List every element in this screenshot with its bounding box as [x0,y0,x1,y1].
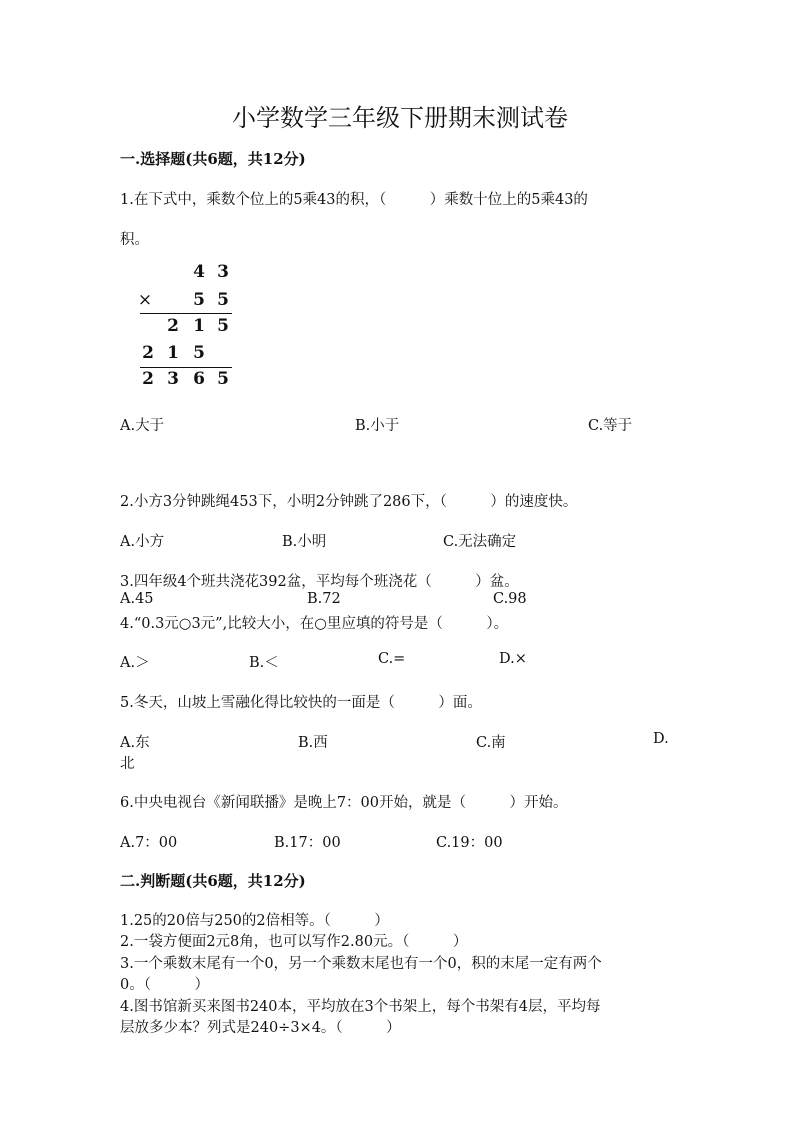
judgement-3: 3.一个乘数末尾有一个0，另一个乘数末尾也有一个0，积的末尾一定有两个 [120,956,602,972]
digit: 2 [167,316,179,336]
digit: 5 [217,290,229,310]
question-3-text: 3.四年级4个班共浇花392盆，平均每个班浇花（ ）盆。 [120,574,519,590]
times-sign: × [137,290,153,310]
question-1-text-wrap: 积。 [120,232,149,248]
q4-option-d: D.× [499,651,527,667]
digit: 5 [217,369,229,389]
q3-option-a: A.45 [120,591,154,607]
question-6-text: 6.中央电视台《新闻联播》是晚上7：00开始，就是（ ）开始。 [120,795,568,811]
q6-option-a: A.7：00 [120,835,178,851]
section-heading-judgement: 二.判断题(共6题，共12分) [120,872,306,890]
section-heading-choice: 一.选择题(共6题，共12分) [120,150,306,168]
question-2-text: 2.小方3分钟跳绳453下，小明2分钟跳了286下，（ ）的速度快。 [120,494,578,510]
q6-option-b: B.17：00 [274,835,341,851]
digit: 2 [142,343,154,363]
q5-option-c: C.南 [476,735,506,751]
q2-option-a: A.小方 [120,534,165,550]
judgement-2: 2.一袋方便面2元8角，也可以写作2.80元。（ ） [120,934,468,950]
q3-option-c: C.98 [493,591,527,607]
q4-option-c: C.= [378,651,406,667]
digit: 1 [193,316,205,336]
page-title: 小学数学三年级下册期末测试卷 [232,104,568,132]
judgement-1: 1.25的20倍与250的2倍相等。（ ） [120,913,389,929]
digit: 6 [193,369,205,389]
digit: 4 [193,262,205,282]
q1-option-a: A.大于 [120,418,165,434]
digit: 5 [193,290,205,310]
q3-option-b: B.72 [307,591,341,607]
q5-option-d: D. [653,731,669,747]
digit: 5 [217,316,229,336]
question-1-text: 1.在下式中，乘数个位上的5乘43的积，（ ）乘数十位上的5乘43的 [120,192,588,208]
digit: 5 [193,343,205,363]
calc-line [140,313,232,314]
calc-line [140,367,232,368]
judgement-4: 4.图书馆新买来图书240本，平均放在3个书架上，每个书架有4层，平均每 [120,999,601,1015]
q5-option-a: A.东 [120,735,150,751]
q1-option-c: C.等于 [588,418,633,434]
q6-option-c: C.19：00 [436,835,503,851]
question-5-text: 5.冬天，山坡上雪融化得比较快的一面是（ ）面。 [120,695,482,711]
q4-option-b: B.＜ [249,655,279,671]
digit: 3 [217,262,229,282]
digit: 1 [167,343,179,363]
digit: 3 [167,369,179,389]
digit: 2 [142,369,154,389]
judgement-3-wrap: 0。（ ） [120,977,209,993]
question-4-text: 4.“0.3元○3元”,比较大小，在○里应填的符号是（ ）。 [120,616,509,632]
q2-option-c: C.无法确定 [443,534,517,550]
judgement-4-wrap: 层放多少本？列式是240÷3×4。（ ） [120,1020,401,1036]
q4-option-a: A.＞ [120,655,150,671]
q1-option-b: B.小于 [355,418,400,434]
q5-option-b: B.西 [298,735,328,751]
q5-option-d-wrap: 北 [120,756,135,772]
q2-option-b: B.小明 [282,534,327,550]
